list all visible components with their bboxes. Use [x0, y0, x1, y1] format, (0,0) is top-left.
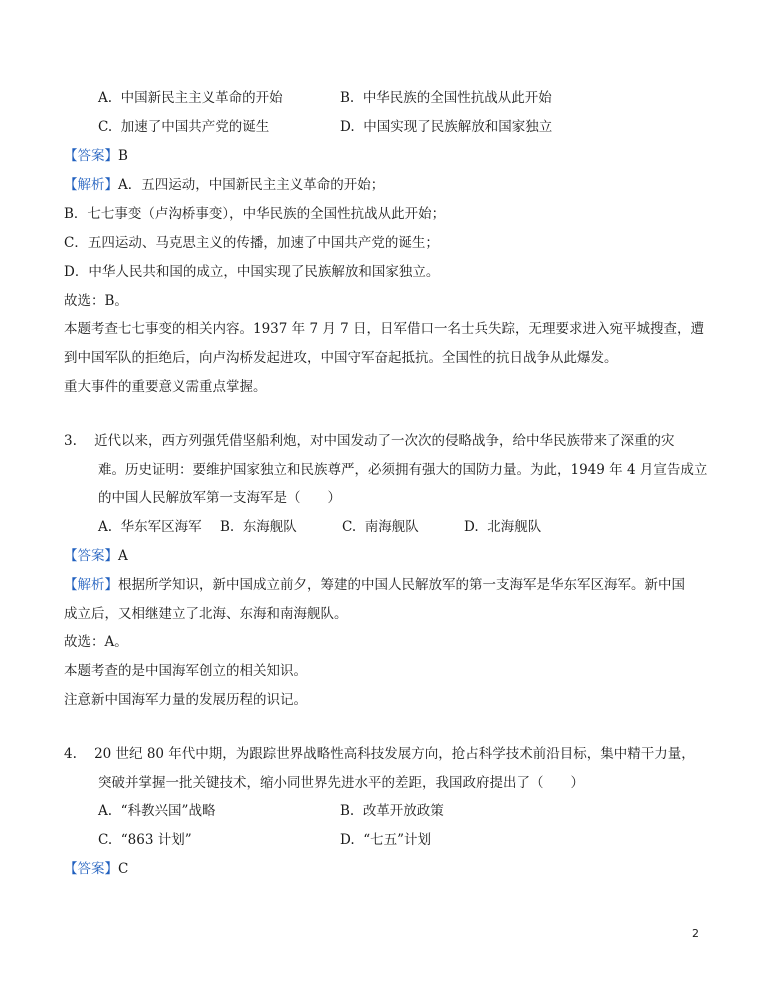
analysis-tag: 【解析】 — [64, 177, 118, 193]
q4-option-a: A. “科教兴国”战略 — [98, 803, 216, 819]
q3-analysis-line: 本题考查的是中国海军创立的相关知识。 — [64, 663, 307, 679]
q4-option-d: D. “七五”计划 — [340, 832, 432, 848]
q2-analysis-line: 故选：B。 — [64, 293, 128, 309]
q3-option-c: C. 南海舰队 — [342, 519, 419, 535]
q3-analysis-line: 成立后，又相继建立了北海、东海和南海舰队。 — [64, 606, 348, 622]
q2-analysis-line: 重大事件的重要意义需重点掌握。 — [64, 379, 267, 395]
q3-stem-line: 3. 近代以来，西方列强凭借坚船利炮，对中国发动了一次次的侵略战争，给中华民族带来了深重的灾 — [64, 433, 675, 449]
q2-analysis-line: B．七七事变（卢沟桥事变），中华民族的全国性抗战从此开始； — [64, 206, 446, 222]
q2-option-a: A. 中国新民主主义革命的开始 — [98, 90, 283, 106]
q2-answer: 【答案】B — [64, 148, 128, 164]
answer-tag: 【答案】 — [64, 148, 118, 164]
q2-analysis-line: 到中国军队的拒绝后，向卢沟桥发起进攻，中国守军奋起抵抗。全国性的抗日战争从此爆发。 — [64, 350, 618, 366]
q2-analysis-line: 本题考查七七事变的相关内容。1937 年 7 月 7 日，日军借口一名士兵失踪，无理要求进入宛平城搜查，遭 — [64, 321, 704, 337]
answer-tag: 【答案】 — [64, 861, 118, 877]
q2-option-b: B. 中华民族的全国性抗战从此开始 — [340, 90, 552, 106]
q2-option-d: D. 中国实现了民族解放和国家独立 — [340, 119, 553, 135]
q3-analysis-line: 注意新中国海军力量的发展历程的识记。 — [64, 692, 307, 708]
q3-analysis-line: 【解析】根据所学知识，新中国成立前夕，筹建的中国人民解放军的第一支海军是华东军区海军。新中国 — [64, 577, 685, 593]
q3-option-d: D. 北海舰队 — [464, 519, 542, 535]
q3-stem-line: 难。历史证明：要维护国家独立和民族尊严，必须拥有强大的国防力量。为此，1949 年 4 月宣告成立 — [98, 462, 708, 478]
q4-stem-line: 突破并掌握一批关键技术，缩小同世界先进水平的差距，我国政府提出了（ ） — [98, 775, 584, 791]
answer-tag: 【答案】 — [64, 548, 118, 564]
page-number: 2 — [692, 927, 699, 940]
q4-stem-line: 4. 20 世纪 80 年代中期，为跟踪世界战略性高科技发展方向，抢占科学技术前沿目标，集中精干力量， — [64, 746, 695, 762]
q3-option-b: B. 东海舰队 — [220, 519, 297, 535]
q2-analysis-line: D．中华人民共和国的成立，中国实现了民族解放和国家独立。 — [64, 264, 440, 280]
q4-answer: 【答案】C — [64, 861, 129, 877]
q3-analysis-line: 故选：A。 — [64, 634, 128, 650]
q3-answer: 【答案】A — [64, 548, 128, 564]
q4-option-b: B. 改革开放政策 — [340, 803, 444, 819]
q3-stem-line: 的中国人民解放军第一支海军是（ ） — [98, 490, 341, 506]
analysis-tag: 【解析】 — [64, 577, 118, 593]
q2-option-c: C. 加速了中国共产党的诞生 — [98, 119, 270, 135]
q4-option-c: C. “863 计划” — [98, 832, 192, 848]
q2-analysis-line: C．五四运动、马克思主义的传播，加速了中国共产党的诞生； — [64, 235, 439, 251]
q2-analysis-line: 【解析】A．五四运动，中国新民主主义革命的开始； — [64, 177, 385, 193]
q3-option-a: A. 华东军区海军 — [98, 519, 202, 535]
